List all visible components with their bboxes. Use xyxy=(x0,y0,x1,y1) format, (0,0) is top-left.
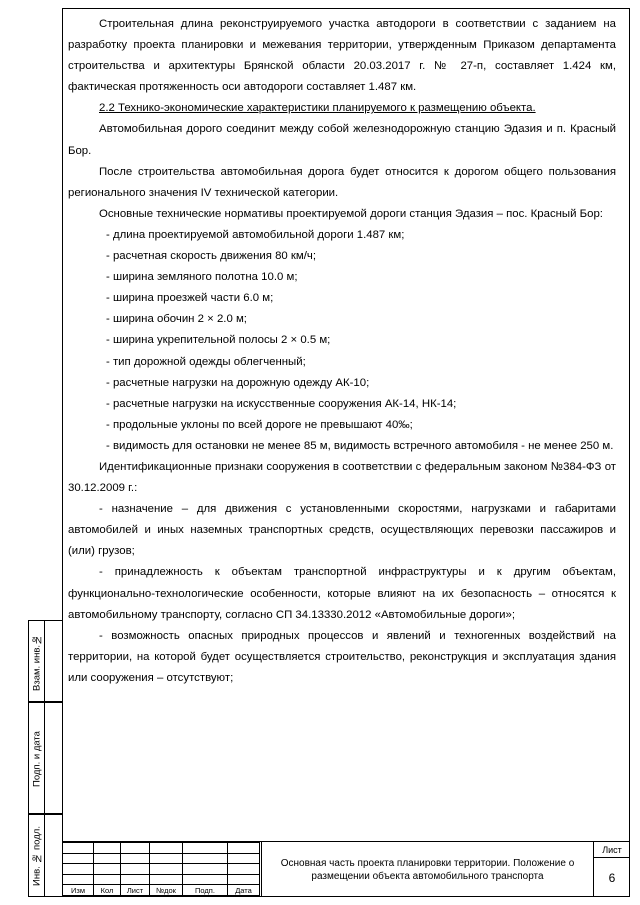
paragraph: Строительная длина реконструируемого участка автодороги в соответствии с заданием на разработку проекта планировки и межевания территории, утвержденным Приказом департамента строительства и архитектуры Брянской области 20.03.2017 г. № 27-п, составляет 1.424 км, фактическая протяженность оси автодороги составляет 1.487 км. xyxy=(68,18,616,94)
paragraph: Основные технические нормативы проектируемой дороги станция Эдазия – пос. Красный Бор: xyxy=(99,207,603,220)
paragraph: - возможность опасных природных процессов и явлений и техногенных воздействий на территории, на которой будет осуществляется строительство, реконструкция и эксплуатация здания или сооружения – отсутствуют; xyxy=(68,629,616,684)
col-ndok: №док xyxy=(150,885,183,896)
side-stamp-podp xyxy=(28,702,62,814)
list-item: - длина проектируемой автомобильной дороги 1.487 км; xyxy=(106,228,405,241)
paragraph: Автомобильная дорого соединит между собой железнодорожную станцию Эдазия и п. Красный Бор. xyxy=(68,123,616,157)
list-item: - продольные уклоны по всей дороге не превышают 40‰; xyxy=(106,418,413,431)
list-item: - ширина земляного полотна 10.0 м; xyxy=(106,271,298,284)
col-data: Дата xyxy=(228,885,260,896)
list-item: - расчетная скорость движения 80 км/ч; xyxy=(106,250,316,263)
list-item: - расчетные нагрузки на дорожную одежду АК-10; xyxy=(106,376,370,389)
side-label-podp: Подп. и дата xyxy=(31,731,43,787)
list-item: - ширина укрепительной полосы 2 × 0.5 м; xyxy=(106,334,331,347)
paragraph: - принадлежность к объектам транспортной инфраструктуры и к другим объектам, функционально-технологические особенности, которые влияют на их безопасность – относятся к автомобильному транспорту, согласно СП 34.13330.2012 «Автомобильные дороги»; xyxy=(68,566,616,621)
col-izm: Изм xyxy=(63,885,94,896)
document-body xyxy=(68,14,616,689)
sheet-number: 6 xyxy=(608,871,616,885)
side-label-inv: Инв. № подл. xyxy=(31,826,43,887)
list-item: - ширина обочин 2 × 2.0 м; xyxy=(106,313,247,326)
col-podp: Подп. xyxy=(183,885,228,896)
document-title: Основная часть проекта планировки территории. Положение о размещении объекта автомобильного транспорта xyxy=(261,842,593,897)
section-heading: 2.2 Технико-экономические характеристики планируемого к размещению объекта. xyxy=(99,102,536,115)
sheet-label: Лист xyxy=(594,842,630,858)
paragraph: Идентификационные признаки сооружения в соответствии с федеральным законом №384-ФЗ от 30.12.2009 г.: xyxy=(68,460,616,495)
revision-table xyxy=(62,842,260,896)
title-block xyxy=(62,841,630,898)
paragraph: После строительства автомобильная дорога будет относится к дорогом общего пользования регионального значения IV технической категории. xyxy=(68,165,616,199)
side-label-vzam: Взам. инв.№ xyxy=(31,633,43,691)
col-kol: Кол xyxy=(94,885,121,896)
side-stamp-inv xyxy=(28,814,62,897)
sheet-box xyxy=(593,842,630,897)
list-item: - ширина проезжей части 6.0 м; xyxy=(106,292,274,305)
list-item: - расчетные нагрузки на искусственные сооружения АК-14, НК-14; xyxy=(106,397,457,410)
col-list: Лист xyxy=(121,885,150,896)
list-item: - видимость для остановки не менее 85 м, видимость встречного автомобиля - не менее 250 м. xyxy=(106,439,614,452)
paragraph: - назначение – для движения с установленными скоростями, нагрузками и габаритами автомобилей и иных наземных транспортных средств, осуществляющих перевозки пассажиров и (или) грузов; xyxy=(68,503,616,558)
side-stamp-vzam xyxy=(28,620,62,702)
list-item: - тип дорожной одежды облегченный; xyxy=(106,355,306,368)
